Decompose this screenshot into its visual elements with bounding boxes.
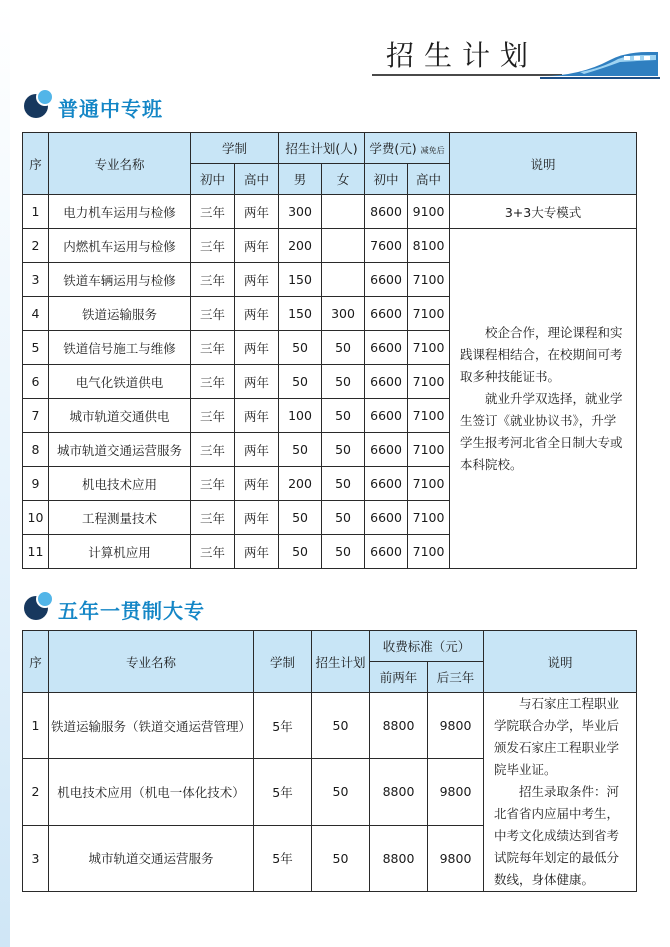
row-plan: 50 (312, 759, 370, 825)
section-bullet-icon (24, 594, 58, 624)
row-senior: 两年 (235, 195, 279, 229)
row-male: 50 (279, 501, 322, 535)
row-name: 机电技术应用（机电一体化技术） (49, 759, 254, 825)
col-name-header: 专业名称 (49, 631, 254, 693)
row-name: 城市轨道交通运营服务 (49, 825, 254, 891)
row-name: 城市轨道交通运营服务 (49, 433, 191, 467)
row-duration: 5年 (254, 825, 312, 891)
col-male-header: 男 (279, 164, 322, 195)
row-male: 100 (279, 399, 322, 433)
row-junior: 三年 (191, 467, 235, 501)
row-fee-senior: 7100 (408, 535, 450, 569)
col-fee-last-header: 后三年 (428, 662, 484, 693)
row-female: 50 (322, 331, 365, 365)
row-fee-senior: 7100 (408, 297, 450, 331)
remark-paragraph: 就业升学双选择，就业学生签订《就业协议书》，升学学生报考河北省全日制大专或本科院校。 (460, 390, 623, 472)
row-no: 4 (23, 297, 49, 331)
row-name: 电气化铁道供电 (49, 365, 191, 399)
row-no: 3 (23, 825, 49, 891)
row-fee-first: 8800 (370, 759, 428, 825)
col-name-header: 专业名称 (49, 133, 191, 195)
row-fee-senior: 7100 (408, 433, 450, 467)
row-name: 内燃机车运用与检修 (49, 229, 191, 263)
section1-header (24, 92, 163, 122)
row-fee-junior: 6600 (365, 297, 408, 331)
row-name: 铁道车辆运用与检修 (49, 263, 191, 297)
row-fee-senior: 7100 (408, 365, 450, 399)
row-name: 工程测量技术 (49, 501, 191, 535)
section1-table (22, 132, 637, 569)
row-female: 50 (322, 365, 365, 399)
row-fee-first: 8800 (370, 825, 428, 891)
col-plan-header: 招生计划(人) (279, 133, 365, 164)
row-male: 150 (279, 297, 322, 331)
row-fee-junior: 6600 (365, 263, 408, 297)
row-male: 300 (279, 195, 322, 229)
row-senior: 两年 (235, 501, 279, 535)
row-name: 铁道运输服务 (49, 297, 191, 331)
row-name: 城市轨道交通供电 (49, 399, 191, 433)
left-decor-strip (0, 0, 10, 947)
row-female: 50 (322, 467, 365, 501)
table-row (23, 693, 637, 759)
col-fee-senior-header: 高中 (408, 164, 450, 195)
col-remark-header: 说明 (484, 631, 637, 693)
row-senior: 两年 (235, 263, 279, 297)
row-junior: 三年 (191, 365, 235, 399)
row-senior: 两年 (235, 399, 279, 433)
row-fee-junior: 6600 (365, 535, 408, 569)
col-fee-header: 学费(元) 减免后 (365, 133, 450, 164)
row-fee-junior: 6600 (365, 433, 408, 467)
row-no: 7 (23, 399, 49, 433)
row-male: 50 (279, 535, 322, 569)
row-plan: 50 (312, 825, 370, 891)
remark-paragraph: 招生录取条件：河北省省内应届中考生，中考文化成绩达到省考试院每年划定的最低分数线，身体健康。 (494, 784, 620, 887)
col-remark-header: 说明 (450, 133, 637, 195)
row-no: 1 (23, 693, 49, 759)
row-fee-junior: 6600 (365, 331, 408, 365)
table-row (23, 195, 637, 229)
header-underline (372, 74, 562, 76)
row-female (322, 263, 365, 297)
col-fee-first-header: 前两年 (370, 662, 428, 693)
row-junior: 三年 (191, 399, 235, 433)
row-male: 200 (279, 467, 322, 501)
row-no: 5 (23, 331, 49, 365)
row-name: 铁道信号施工与维修 (49, 331, 191, 365)
col-duration-header: 学制 (191, 133, 279, 164)
row-no: 2 (23, 759, 49, 825)
row-duration: 5年 (254, 693, 312, 759)
row-senior: 两年 (235, 297, 279, 331)
row-junior: 三年 (191, 535, 235, 569)
row-junior: 三年 (191, 433, 235, 467)
row-senior: 两年 (235, 467, 279, 501)
row-name: 铁道运输服务（铁道交通运营管理） (49, 693, 254, 759)
col-plan-header: 招生计划 (312, 631, 370, 693)
section1-title: 普通中专班 (58, 96, 163, 121)
row-no: 9 (23, 467, 49, 501)
remark-paragraph: 校企合作，理论课程和实践课程相结合，在校期间可考取多种技能证书。 (460, 324, 623, 384)
row-fee-junior: 6600 (365, 399, 408, 433)
train-icon (540, 46, 660, 80)
section2-header (24, 594, 205, 624)
row-fee-first: 8800 (370, 693, 428, 759)
fee-note: 减免后 (420, 146, 445, 155)
row-male: 50 (279, 331, 322, 365)
section2-title: 五年一贯制大专 (58, 598, 205, 623)
row-no: 2 (23, 229, 49, 263)
row-no: 10 (23, 501, 49, 535)
row-male: 150 (279, 263, 322, 297)
row-junior: 三年 (191, 297, 235, 331)
row-fee-last: 9800 (428, 693, 484, 759)
row-female: 50 (322, 501, 365, 535)
page-header-title: 招生计划 (386, 39, 539, 72)
table-row (23, 229, 637, 263)
row-male: 50 (279, 365, 322, 399)
col-fee-junior-header: 初中 (365, 164, 408, 195)
row-fee-senior: 7100 (408, 399, 450, 433)
row-male: 50 (279, 433, 322, 467)
remark-note (450, 229, 637, 569)
row-senior: 两年 (235, 535, 279, 569)
row-female: 300 (322, 297, 365, 331)
row-senior: 两年 (235, 331, 279, 365)
row-duration: 5年 (254, 759, 312, 825)
row-no: 3 (23, 263, 49, 297)
row-senior: 两年 (235, 365, 279, 399)
section-bullet-icon (24, 92, 58, 122)
row-fee-junior: 8600 (365, 195, 408, 229)
row-senior: 两年 (235, 433, 279, 467)
row-senior: 两年 (235, 229, 279, 263)
col-seq-header: 序 (23, 631, 49, 693)
row-fee-junior: 7600 (365, 229, 408, 263)
row-fee-junior: 6600 (365, 467, 408, 501)
row-fee-senior: 7100 (408, 263, 450, 297)
row-fee-senior: 9100 (408, 195, 450, 229)
remark-note (484, 693, 637, 892)
remark-first: 3+3大专模式 (450, 195, 637, 229)
section2-table (22, 630, 637, 892)
row-female (322, 229, 365, 263)
row-no: 6 (23, 365, 49, 399)
row-name: 机电技术应用 (49, 467, 191, 501)
col-junior-header: 初中 (191, 164, 235, 195)
col-seq-header: 序 (23, 133, 49, 195)
row-plan: 50 (312, 693, 370, 759)
row-fee-last: 9800 (428, 759, 484, 825)
row-fee-junior: 6600 (365, 501, 408, 535)
row-fee-senior: 7100 (408, 501, 450, 535)
row-junior: 三年 (191, 229, 235, 263)
row-female: 50 (322, 535, 365, 569)
row-fee-junior: 6600 (365, 365, 408, 399)
row-female: 50 (322, 433, 365, 467)
row-no: 1 (23, 195, 49, 229)
row-no: 8 (23, 433, 49, 467)
row-junior: 三年 (191, 331, 235, 365)
row-junior: 三年 (191, 501, 235, 535)
row-female: 50 (322, 399, 365, 433)
col-fee-header: 收费标准（元） (370, 631, 484, 662)
row-junior: 三年 (191, 263, 235, 297)
row-no: 11 (23, 535, 49, 569)
row-name: 电力机车运用与检修 (49, 195, 191, 229)
remark-paragraph: 与石家庄工程职业学院联合办学，毕业后颁发石家庄工程职业学院毕业证。 (494, 696, 620, 777)
col-senior-header: 高中 (235, 164, 279, 195)
row-female (322, 195, 365, 229)
row-fee-last: 9800 (428, 825, 484, 891)
row-fee-senior: 7100 (408, 331, 450, 365)
row-name: 计算机应用 (49, 535, 191, 569)
row-fee-senior: 7100 (408, 467, 450, 501)
row-male: 200 (279, 229, 322, 263)
col-duration-header: 学制 (254, 631, 312, 693)
row-junior: 三年 (191, 195, 235, 229)
row-fee-senior: 8100 (408, 229, 450, 263)
col-female-header: 女 (322, 164, 365, 195)
